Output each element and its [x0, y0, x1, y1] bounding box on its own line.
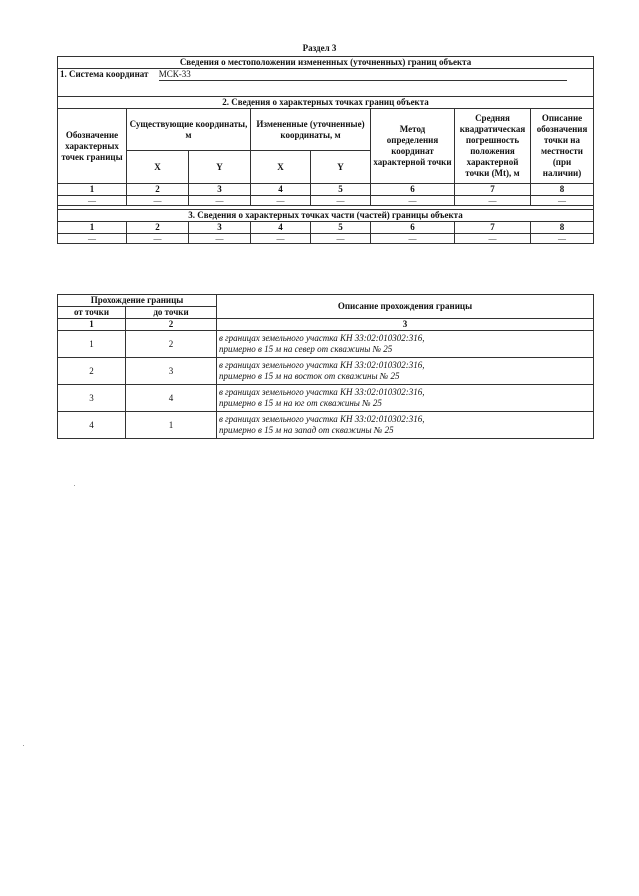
num-cell: 4 — [251, 222, 311, 234]
section2-title: 2. Сведения о характерных точках границ объекта — [58, 97, 594, 109]
from-cell: 3 — [58, 385, 126, 412]
num-cell: 7 — [455, 222, 531, 234]
dash-cell: — — [127, 234, 189, 244]
dash-cell: — — [455, 196, 531, 206]
dash-cell: — — [311, 234, 371, 244]
number-row — [58, 222, 594, 234]
desc-cell — [217, 358, 594, 385]
num-cell: 2 — [127, 184, 189, 196]
desc-line: примерно в 15 м на восток от скважины № 25 — [219, 371, 400, 381]
num-cell: 5 — [311, 184, 371, 196]
col-x-changed: X — [251, 151, 311, 184]
col-x-existing: X — [127, 151, 189, 184]
number-row — [58, 184, 594, 196]
dash-cell: — — [251, 196, 311, 206]
table-row — [58, 331, 594, 358]
num-cell: 8 — [531, 222, 594, 234]
dash-cell: — — [455, 234, 531, 244]
dash-cell: — — [251, 234, 311, 244]
from-cell: 1 — [58, 331, 126, 358]
desc-line: в границах земельного участка КН 33:02:010302:316, — [219, 414, 425, 424]
table-header: Сведения о местоположении измененных (уточненных) границ объекта — [58, 57, 594, 69]
to-cell: 1 — [126, 412, 217, 439]
boundary-passage-table — [57, 294, 594, 439]
col-y-changed: Y — [311, 151, 371, 184]
dash-cell: — — [189, 234, 251, 244]
from-cell: 2 — [58, 358, 126, 385]
col-changed: Измененные (уточненные) координаты, м — [251, 109, 371, 151]
to-cell: 3 — [126, 358, 217, 385]
from-cell: 4 — [58, 412, 126, 439]
desc-line: в границах земельного участка КН 33:02:010302:316, — [219, 333, 425, 343]
col-designation: Обозначение характерных точек границы — [58, 109, 127, 184]
coord-system-label: 1. Система координат — [60, 69, 149, 79]
table-row — [58, 358, 594, 385]
num-cell: 2 — [126, 319, 217, 331]
num-cell: 1 — [58, 222, 127, 234]
table-row — [58, 196, 594, 206]
num-cell: 4 — [251, 184, 311, 196]
desc-cell — [217, 385, 594, 412]
desc-line: примерно в 15 м на юг от скважины № 25 — [219, 398, 382, 408]
dash-cell: — — [311, 196, 371, 206]
desc-line: в границах земельного участка КН 33:02:010302:316, — [219, 360, 425, 370]
section-title: Раздел 3 — [302, 43, 337, 53]
dash-cell: — — [531, 234, 594, 244]
table-row — [58, 412, 594, 439]
num-cell: 8 — [531, 184, 594, 196]
to-cell: 4 — [126, 385, 217, 412]
section3-title: 3. Сведения о характерных точках части (частей) границы объекта — [58, 210, 594, 222]
to-cell: 2 — [126, 331, 217, 358]
col-y-existing: Y — [189, 151, 251, 184]
dash-cell: — — [531, 196, 594, 206]
scan-speck — [23, 745, 24, 746]
scan-speck — [74, 485, 75, 486]
dash-cell: — — [189, 196, 251, 206]
col-passage-desc: Описание прохождения границы — [217, 295, 594, 319]
num-cell: 1 — [58, 184, 127, 196]
desc-cell — [217, 412, 594, 439]
coord-system-value: МСК-33 — [159, 69, 567, 81]
col-passage: Прохождение границы — [58, 295, 217, 307]
col-method: Метод определения координат характерной точки — [371, 109, 455, 184]
num-cell: 3 — [217, 319, 594, 331]
col-from-point: от точки — [58, 307, 126, 319]
num-cell: 2 — [127, 222, 189, 234]
dash-cell: — — [58, 234, 127, 244]
num-cell: 6 — [371, 184, 455, 196]
dash-cell: — — [371, 196, 455, 206]
col-description: Описание обозначения точки на местности (при наличии) — [531, 109, 594, 184]
num-cell: 6 — [371, 222, 455, 234]
dash-cell: — — [58, 196, 127, 206]
dash-cell: — — [127, 196, 189, 206]
num-cell: 3 — [189, 222, 251, 234]
col-mean-error: Средняя квадратическая погрешность положения характерной точки (Mt), м — [455, 109, 531, 184]
boundary-points-table — [57, 56, 594, 244]
num-cell: 1 — [58, 319, 126, 331]
col-existing: Существующие координаты, м — [127, 109, 251, 151]
number-row — [58, 319, 594, 331]
table-row — [58, 385, 594, 412]
table-row — [58, 234, 594, 244]
desc-line: примерно в 15 м на север от скважины № 25 — [219, 344, 393, 354]
desc-line: примерно в 15 м на запад от скважины № 25 — [219, 425, 394, 435]
num-cell: 7 — [455, 184, 531, 196]
desc-line: в границах земельного участка КН 33:02:010302:316, — [219, 387, 425, 397]
col-to-point: до точки — [126, 307, 217, 319]
dash-cell: — — [371, 234, 455, 244]
num-cell: 5 — [311, 222, 371, 234]
num-cell: 3 — [189, 184, 251, 196]
desc-cell — [217, 331, 594, 358]
